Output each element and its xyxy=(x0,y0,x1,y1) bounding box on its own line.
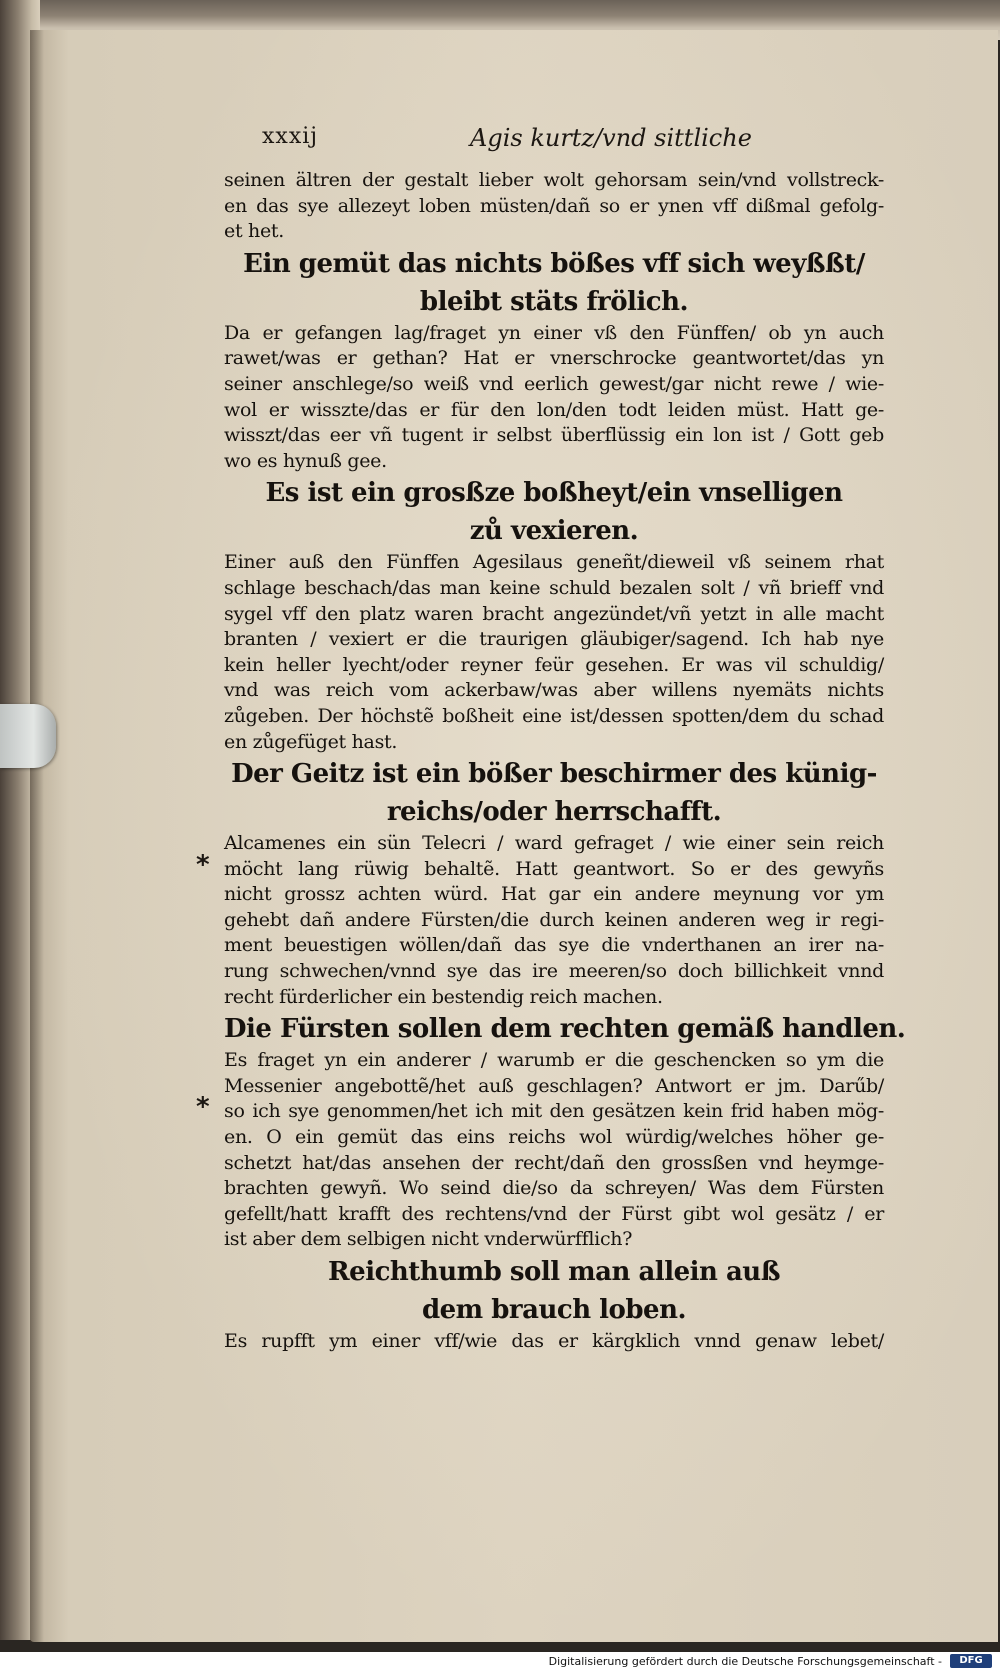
text-line: nicht grossz achten würd. Hat gar ein andere meynung vor ym xyxy=(224,883,884,906)
section-heading: dem brauch loben. xyxy=(421,1295,687,1325)
section-heading: Es ist ein grosßze boßheyt/ein vnselligen xyxy=(265,478,843,509)
text-line: Es fraget yn ein anderer / warumb er die geschencken so ym die xyxy=(224,1049,884,1072)
dfg-logo: DFG xyxy=(950,1654,992,1668)
text-line: gefellt/hatt krafft des rechtens/vnd der Fürst gibt wol gesätz / er xyxy=(224,1202,884,1225)
text-line: vnd was reich vom ackerbaw/was aber willens nyemäts nichts xyxy=(224,679,884,702)
text-line: ist aber dem selbigen nicht vnderwürfflich? xyxy=(224,1228,633,1251)
page-gutter-shadow xyxy=(30,30,44,1642)
section-heading: Der Geitz ist ein bößer beschirmer des künig- xyxy=(231,759,877,790)
text-line: Da er gefangen lag/fraget yn einer vß den Fünffen/ ob yn auch xyxy=(224,321,884,344)
page-text xyxy=(196,168,906,1355)
text-line: Es rupfft ym einer vff/wie das er kärgklich vnnd genaw lebet/ xyxy=(224,1330,884,1352)
digitization-credit: Digitalisierung gefördert durch die Deutsche Forschungsgemeinschaft - xyxy=(548,1655,942,1668)
section-heading: Reichthumb soll man allein auß xyxy=(328,1257,780,1287)
text-line: kein heller lyecht/oder reyner feür gesehen. Er was vil schuldig/ xyxy=(224,653,884,676)
margin-asterisk: * xyxy=(196,849,210,880)
text-line: schlage beschach/das man keine schuld bezalen solt / vñ brieff vnd xyxy=(224,576,884,599)
text-line: ment beuestigen wöllen/dañ das sye die vnderthanen an irer na- xyxy=(224,934,884,957)
text-line: so ich sye genommen/het ich mit den gesätzen kein frid haben mög- * xyxy=(196,1092,884,1123)
text-line: Alcamenes ein sün Telecri / ward gefraget / wie einer sein reich xyxy=(224,832,884,855)
text-line: en das sye allezeyt loben müsten/dañ so er ynen vff dißmal gefolg- xyxy=(224,194,884,217)
section-heading: Ein gemüt das nichts bößes vff sich weyßßt/ xyxy=(243,248,865,279)
text-line: seinen ältren der gestalt lieber wolt gehorsam sein/vnd vollstreck- xyxy=(224,169,884,191)
section-heading: reichs/oder herrschafft. xyxy=(386,797,722,828)
text-line: recht fürderlicher ein bestendig reich machen. xyxy=(224,985,663,1008)
section-heading: bleibt stäts frölich. xyxy=(419,286,689,317)
text-line: wo es hynuß gee. xyxy=(224,449,387,472)
text-line: seiner anschlege/so weiß vnd eerlich gewest/gar nicht rewe / wie- xyxy=(224,372,884,395)
text-line: branten / vexiert er die traurigen gläubiger/sagend. Ich hab nye xyxy=(224,628,884,651)
section-heading: zů vexieren. xyxy=(469,516,639,547)
margin-asterisk: * xyxy=(196,1092,210,1123)
page-clip xyxy=(0,704,56,768)
text-line: wisszt/das eer vñ tugent ir selbst überflüssig ein lon ist / Gott geb xyxy=(224,424,884,447)
text-line: sygel vff den platz waren bracht angezündet/vñ yetzt in alle macht xyxy=(224,602,884,625)
text-line: brachten gewyñ. Wo seind die/so da schreyen/ Was dem Fürsten xyxy=(224,1177,884,1200)
text-line: Messenier angebottẽ/het auß geschlagen? Antwort er jm. Darűb/ xyxy=(224,1074,884,1097)
text-line: en zůgefüget hast. xyxy=(224,730,398,753)
text-line: et het. xyxy=(224,220,284,243)
running-head xyxy=(0,124,1000,164)
running-title: Agis kurtz/vnd sittliche xyxy=(470,124,752,152)
text-line: Einer auß den Fünffen Agesilaus geneñt/dieweil vß seinem rhat xyxy=(224,551,884,574)
text-line: möcht lang rüwig behaltẽ. Hatt geantwort. So er des gewyñs * xyxy=(196,849,884,880)
section-heading: Die Fürsten sollen dem rechten gemäß handlen. xyxy=(224,1014,906,1045)
text-line: schetzt hat/das ansehen der recht/dañ den grossßen vnd heymge- xyxy=(224,1151,884,1174)
text-line: rawet/was er gethan? Hat er vnerschrocke geantwortet/das yn xyxy=(224,347,884,370)
folio-number: xxxij xyxy=(262,124,319,149)
text-line: wol er wisszte/das er für den lon/den todt leiden müst. Hatt ge- xyxy=(224,398,884,421)
text-line: gehebt dañ andere Fürsten/die durch keinen anderen weg ir regi- xyxy=(224,908,884,931)
text-line: zůgeben. Der höchstẽ boßheit eine ist/dessen spotten/dem du schad xyxy=(224,704,884,727)
text-line: en. O ein gemüt das eins reichs wol würdig/welches höher ge- xyxy=(224,1126,884,1149)
text-line: rung schwechen/vnnd sye das ire meeren/so doch billichkeit vnnd xyxy=(224,960,884,983)
